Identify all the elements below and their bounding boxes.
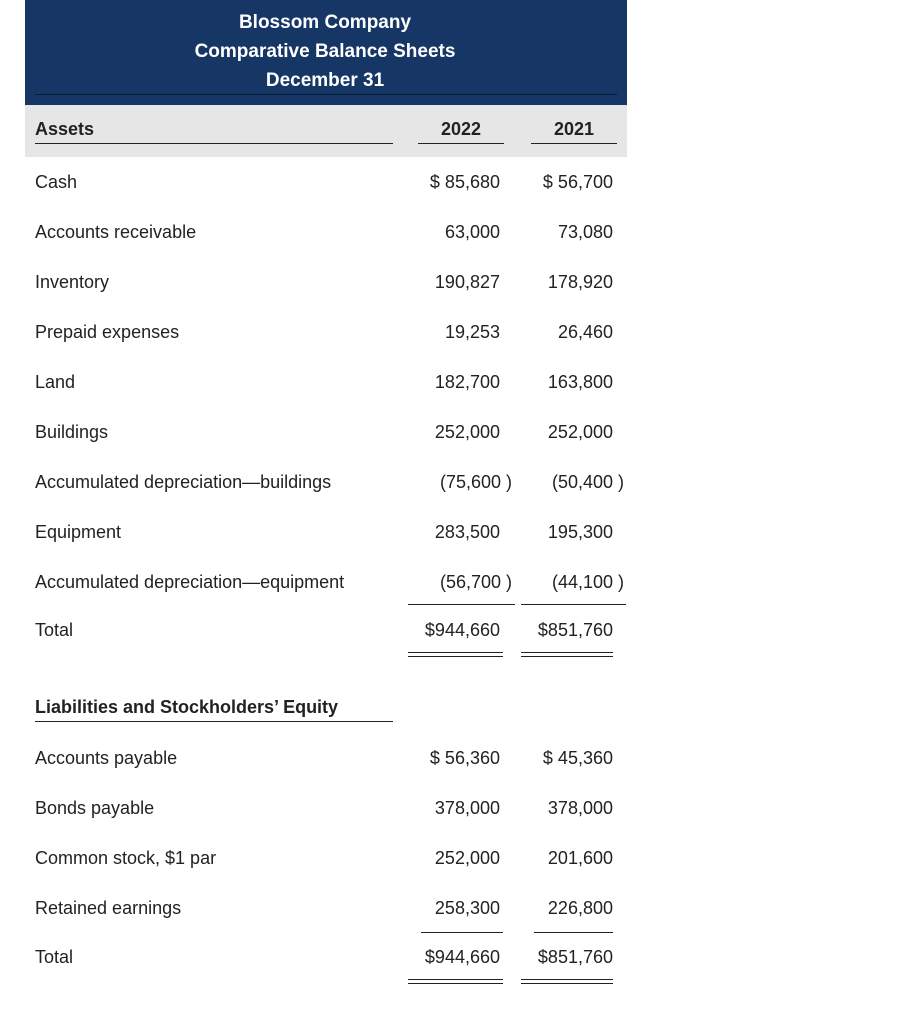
year-2021-heading: 2021 — [531, 119, 617, 144]
row-label: Accumulated depreciation—equipment — [35, 572, 345, 592]
asset-row — [25, 322, 627, 352]
asset-row — [25, 572, 627, 602]
asset-row — [25, 172, 627, 202]
row-label: Total — [35, 620, 74, 640]
asset-row — [25, 422, 627, 452]
value-2022: $ 56,360 — [429, 748, 500, 768]
column-header — [25, 105, 627, 157]
assets-total-row — [25, 620, 627, 650]
value-2021: $ 45,360 — [542, 748, 613, 768]
value-2021: 378,000 — [547, 798, 613, 818]
row-label: Common stock, $1 par — [35, 848, 217, 868]
row-label: Prepaid expenses — [35, 322, 180, 342]
statement-title: Comparative Balance Sheets — [194, 41, 456, 62]
row-label: Total — [35, 947, 74, 967]
value-2022: 63,000 — [444, 222, 500, 242]
total-double-rule-2021 — [521, 979, 613, 984]
value-2022: 258,300 — [434, 898, 500, 918]
value-2021: $ 56,700 — [542, 172, 613, 192]
value-2021: 73,080 — [557, 222, 613, 242]
value-2022: 252,000 — [434, 422, 500, 442]
row-label: Retained earnings — [35, 898, 182, 918]
statement-header — [25, 0, 627, 105]
asset-row — [25, 472, 627, 502]
value-2021: 195,300 — [547, 522, 613, 542]
asset-row — [25, 272, 627, 302]
subtotal-rule-2021 — [521, 604, 626, 605]
value-2021: 163,800 — [547, 372, 613, 392]
value-2021: $851,760 — [537, 620, 613, 640]
value-2021: 201,600 — [547, 848, 613, 868]
assets-heading: Assets — [35, 119, 393, 144]
total-double-rule-2022 — [408, 652, 503, 657]
row-label: Bonds payable — [35, 798, 155, 818]
liabilities-total-row — [25, 947, 627, 977]
value-2021: (44,100 ) — [551, 572, 624, 592]
liability-row — [25, 898, 627, 928]
row-label: Inventory — [35, 272, 110, 292]
value-2022: $ 85,680 — [429, 172, 500, 192]
subtotal-rule-2022 — [408, 604, 515, 605]
liability-row — [25, 798, 627, 828]
asset-row — [25, 522, 627, 552]
asset-row — [25, 222, 627, 252]
row-label: Land — [35, 372, 76, 392]
row-label: Cash — [35, 172, 78, 192]
value-2021: 252,000 — [547, 422, 613, 442]
total-double-rule-2021 — [521, 652, 613, 657]
subtotal-rule-2021 — [534, 932, 613, 933]
balance-sheet — [25, 0, 627, 967]
value-2022: (56,700 ) — [439, 572, 512, 592]
liability-row — [25, 748, 627, 778]
header-rule — [35, 94, 617, 95]
value-2022: 182,700 — [434, 372, 500, 392]
value-2022: 252,000 — [434, 848, 500, 868]
statement-date: December 31 — [265, 70, 385, 91]
value-2021: 226,800 — [547, 898, 613, 918]
row-label: Buildings — [35, 422, 109, 442]
value-2022: (75,600 ) — [439, 472, 512, 492]
value-2022: 190,827 — [434, 272, 500, 292]
value-2021: $851,760 — [537, 947, 613, 967]
value-2021: 178,920 — [547, 272, 613, 292]
value-2022: $944,660 — [424, 620, 500, 640]
value-2021: (50,400 ) — [551, 472, 624, 492]
year-2022-heading: 2022 — [418, 119, 504, 144]
row-label: Accumulated depreciation—buildings — [35, 472, 332, 492]
asset-row — [25, 372, 627, 402]
row-label: Accounts payable — [35, 748, 178, 768]
value-2022: 19,253 — [444, 322, 500, 342]
row-label: Accounts receivable — [35, 222, 197, 242]
subtotal-rule-2022 — [421, 932, 503, 933]
value-2022: $944,660 — [424, 947, 500, 967]
value-2022: 283,500 — [434, 522, 500, 542]
row-label: Equipment — [35, 522, 122, 542]
value-2022: 378,000 — [434, 798, 500, 818]
liabilities-heading: Liabilities and Stockholders’ Equity — [35, 697, 393, 722]
value-2021: 26,460 — [557, 322, 613, 342]
liability-row — [25, 848, 627, 878]
company-name: Blossom Company — [238, 12, 412, 33]
total-double-rule-2022 — [408, 979, 503, 984]
